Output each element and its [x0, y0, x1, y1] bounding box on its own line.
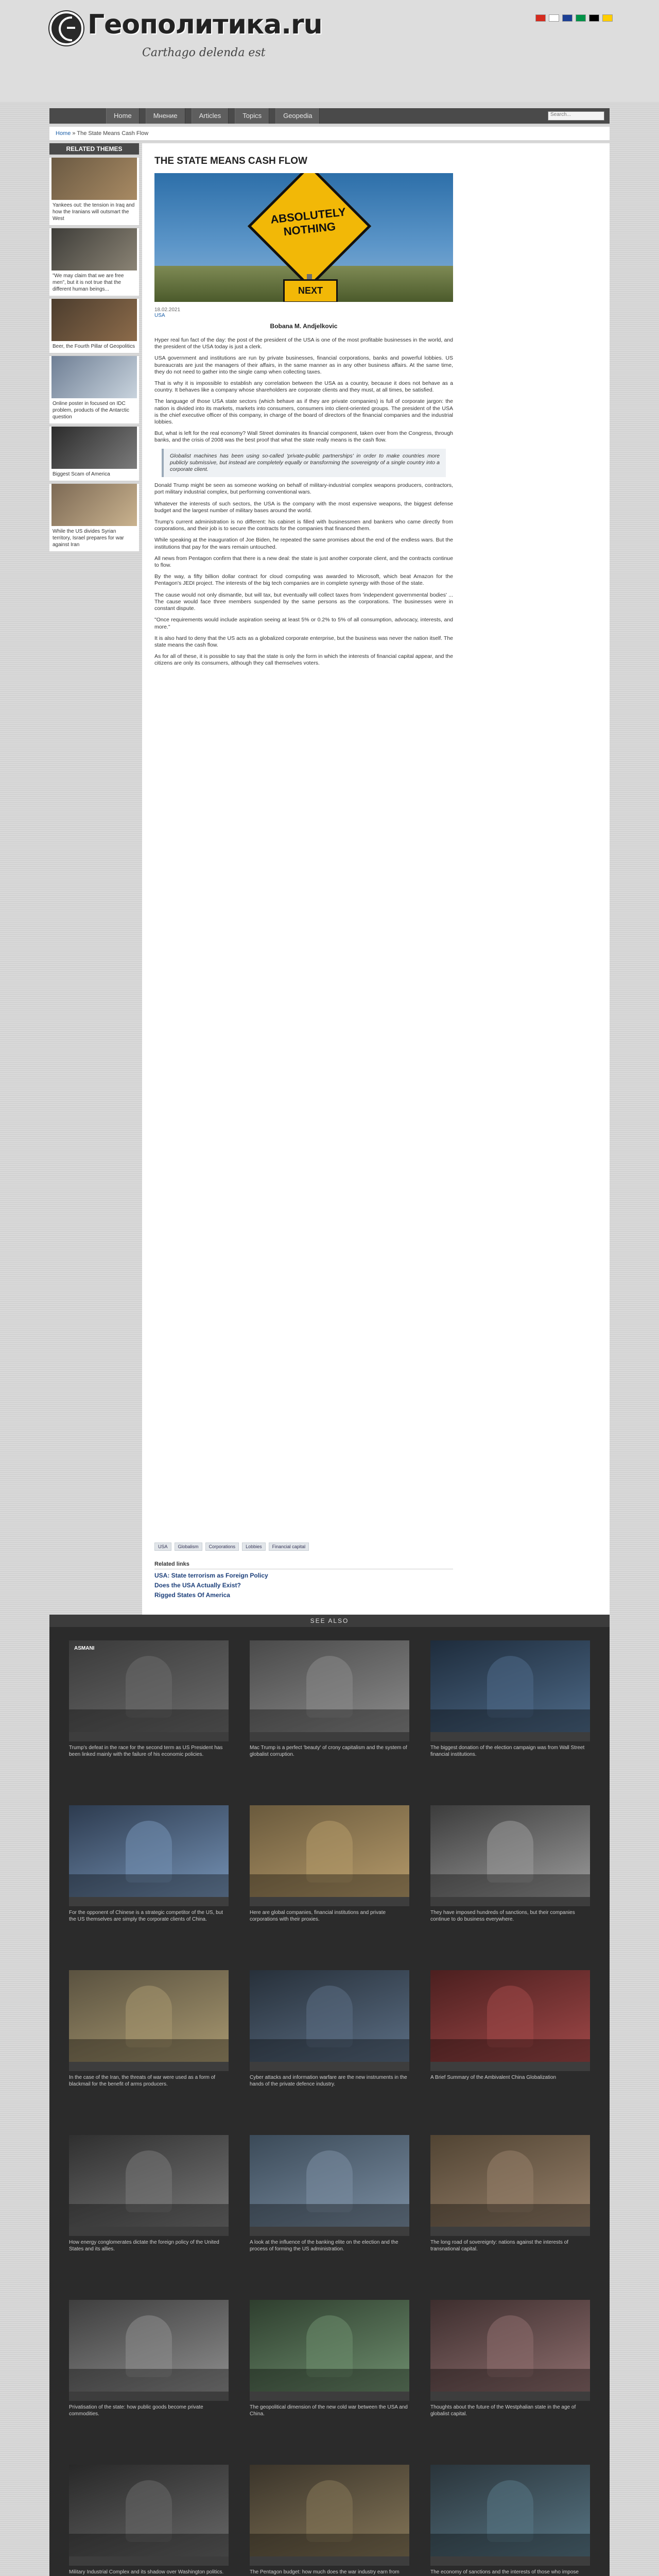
see-also-card[interactable] — [430, 2300, 590, 2449]
see-also-card-image[interactable] — [250, 2465, 409, 2556]
related-heading: Related links — [154, 1561, 453, 1569]
language-flag-icon[interactable] — [576, 14, 586, 22]
language-switcher[interactable] — [535, 14, 613, 22]
card-bar — [430, 1732, 590, 1741]
card-text[interactable]: A Brief Summary of the Ambivalent China Globalization — [430, 2075, 557, 2080]
see-also-card[interactable] — [250, 2300, 409, 2449]
see-also-card[interactable] — [250, 2465, 409, 2576]
article-tag[interactable]: USA — [154, 1543, 171, 1551]
card-image-figure — [306, 2480, 353, 2542]
card-image-shade — [250, 1709, 409, 1732]
sidebar-item-text[interactable]: Beer, the Fourth Pillar of Geopolitics — [53, 344, 135, 349]
article-paragraph: All news from Pentagon confirm that there is a new deal: the state is just another corporate client, and the contracts continue to flow. — [154, 555, 453, 569]
card-bar — [430, 2062, 590, 2071]
site-title: Геополитика.ru — [88, 9, 322, 40]
card-text[interactable]: How energy conglomerates dictate the foreign policy of the United States and its allies. — [69, 2240, 219, 2252]
card-bar — [250, 1897, 409, 1906]
card-image-figure — [306, 2150, 353, 2212]
card-image-figure — [487, 1656, 533, 1718]
card-image-shade — [250, 2534, 409, 2556]
card-text[interactable]: For the opponent of Chinese is a strategic competitor of the US, but the US themselves are simply the corporate clients of China. — [69, 1910, 223, 1922]
card-image-shade — [430, 2369, 590, 2392]
card-text[interactable]: The geopolitical dimension of the new cold war between the USA and China. — [250, 2404, 408, 2417]
see-also-card[interactable] — [250, 1970, 409, 2120]
card-bar — [69, 2062, 229, 2071]
card-image-shade — [69, 1709, 229, 1732]
card-bar — [69, 2392, 229, 2401]
card-text[interactable]: Mac Trump is a perfect 'beauty' of crony capitalism and the system of globalist corruption. — [250, 1745, 407, 1757]
card-bar — [69, 1897, 229, 1906]
card-image-shade — [69, 2369, 229, 2392]
card-image-shade — [250, 2369, 409, 2392]
card-image-shade — [430, 1709, 590, 1732]
card-image-shade — [430, 1874, 590, 1897]
article-meta — [154, 307, 180, 318]
article-paragraph: Trump's current administration is no different: his cabinet is filled with businessmen and bankers who came directly from corporations, and their job is to secure the contracts for the companies that financed them. — [154, 519, 453, 532]
article-paragraph: "Once requirements would include aspiration seeing at least 5% or 0.2% to 5% of all consumption, advocacy, interests, and more." — [154, 617, 453, 630]
sidebar-item-image[interactable] — [51, 484, 137, 526]
article-paragraph: But, what is left for the real economy? Wall Street dominates its financial component, taken over from the Congress, through banks, and the crisis of 2008 was the best proof that what the state really means is the cash flow. — [154, 430, 453, 444]
sidebar-item[interactable] — [49, 427, 139, 481]
language-flag-icon[interactable] — [549, 14, 559, 22]
card-bar — [69, 2227, 229, 2236]
article-date: 18.02.2021 — [154, 307, 181, 313]
card-text[interactable]: The long road of sovereignty: nations against the interests of transnational capital. — [430, 2240, 568, 2252]
see-also-card[interactable] — [69, 1805, 229, 1955]
see-also-card-image[interactable] — [250, 1970, 409, 2062]
site-logo[interactable] — [49, 8, 322, 65]
card-image-figure — [487, 1821, 533, 1883]
card-text[interactable]: In the case of the Iran, the threats of war were used as a form of blackmail for the benefit of arms producers. — [69, 2075, 216, 2087]
article-tags — [154, 1543, 309, 1551]
card-bar — [430, 2556, 590, 2566]
see-also-card[interactable] — [250, 1805, 409, 1955]
related-links — [154, 1561, 453, 1599]
see-also-card[interactable] — [69, 2300, 229, 2449]
sidebar-item-text[interactable]: "We may claim that we are free men", but it is not true that the different human beings... — [53, 273, 124, 292]
card-image-figure — [126, 2315, 172, 2377]
card-image-figure — [126, 2150, 172, 2212]
see-also-card-image[interactable] — [250, 1805, 409, 1897]
article-author[interactable]: Bobana M. Andjelkovic — [270, 323, 338, 330]
card-image-shade — [69, 2039, 229, 2062]
article-paragraph: Donald Trump might be seen as someone working on behalf of military-industrial complex weapons producers, contractors, port military industrial complex, but performing conventional wars. — [154, 482, 453, 496]
related-link[interactable]: Does the USA Actually Exist? — [154, 1582, 241, 1589]
card-text[interactable]: Here are global companies, financial institutions and private corporations with their proxies. — [250, 1910, 386, 1922]
card-image-figure — [126, 1986, 172, 2047]
card-bar — [69, 1732, 229, 1741]
article-tag[interactable]: Financial capital — [269, 1543, 309, 1551]
breadcrumb-home-link[interactable]: Home — [56, 130, 71, 137]
see-also-card-image[interactable] — [69, 2135, 229, 2227]
sidebar-item[interactable] — [49, 299, 139, 353]
card-image-figure — [487, 1986, 533, 2047]
card-bar — [250, 2392, 409, 2401]
card-text[interactable]: Thoughts about the future of the Westphalian state in the age of globalist capital. — [430, 2404, 576, 2417]
card-text[interactable]: Military Industrial Complex and its shadow over Washington politics. — [69, 2569, 224, 2575]
article-tag[interactable]: Corporations — [205, 1543, 239, 1551]
card-image-figure — [306, 1821, 353, 1883]
card-image-figure — [306, 2315, 353, 2377]
sidebar-item[interactable] — [49, 228, 139, 296]
related-link[interactable]: Rigged States Of America — [154, 1591, 230, 1599]
sidebar-item-text[interactable]: Yankees out: the tension in Iraq and how the Iranians will outsmart the West — [53, 202, 135, 222]
sidebar-item[interactable] — [49, 356, 139, 423]
see-also-card-image[interactable] — [69, 1640, 229, 1732]
nav-item[interactable]: Articles — [192, 108, 229, 124]
see-also-card[interactable] — [69, 1970, 229, 2120]
site-header — [0, 0, 659, 102]
breadcrumb-current: The State Means Cash Flow — [77, 130, 149, 137]
card-image-figure — [487, 2315, 533, 2377]
card-text[interactable]: The economy of sanctions and the interests of those who impose — [430, 2569, 579, 2575]
language-flag-icon[interactable] — [535, 14, 546, 22]
see-also-card-image[interactable] — [69, 2300, 229, 2392]
see-also-card-image[interactable] — [430, 2465, 590, 2556]
card-image-shade — [250, 1874, 409, 1897]
see-also-heading: SEE ALSO — [49, 1615, 610, 1627]
logo-emblem-icon — [49, 11, 83, 45]
article-region[interactable]: USA — [154, 313, 165, 318]
see-also-card[interactable] — [250, 2135, 409, 2284]
card-text[interactable]: Cyber attacks and information warfare are the new instruments in the hands of the private defence industry. — [250, 2075, 407, 2087]
sidebar-item-text[interactable]: Biggest Scam of America — [53, 471, 110, 477]
card-image-shade — [69, 1874, 229, 1897]
card-text[interactable]: The biggest donation of the election campaign was from Wall Street financial institutions. — [430, 1745, 585, 1757]
sidebar-item[interactable] — [49, 158, 139, 225]
see-also-card[interactable] — [430, 2465, 590, 2576]
nav-item[interactable]: Geopedia — [275, 108, 320, 124]
sidebar — [49, 143, 139, 551]
article-hero-image — [154, 173, 453, 302]
card-text[interactable]: Privatisation of the state: how public goods become private commodities. — [69, 2404, 203, 2417]
card-text[interactable]: They have imposed hundreds of sanctions, but their companies continue to do business everywhere. — [430, 1910, 575, 1922]
sidebar-item-image[interactable] — [51, 158, 137, 200]
card-image-figure — [306, 1656, 353, 1718]
card-bar — [430, 2227, 590, 2236]
see-also-card[interactable] — [430, 1970, 590, 2120]
see-also-card-image[interactable] — [430, 1640, 590, 1732]
card-image-figure — [126, 2480, 172, 2542]
card-caption: ASMANI — [74, 1646, 95, 1651]
see-also-card-image[interactable] — [430, 2135, 590, 2227]
see-also-card[interactable] — [69, 2465, 229, 2576]
see-also-card[interactable] — [430, 1640, 590, 1790]
card-image-figure — [126, 1821, 172, 1883]
card-image-shade — [250, 2204, 409, 2227]
article-paragraph: Whatever the interests of such sectors, the USA is the company with the most expensive weapons, the biggest defense budget and the largest number of military bases around the world. — [154, 500, 453, 514]
main-navigation — [49, 108, 610, 124]
language-flag-icon[interactable] — [589, 14, 599, 22]
card-image-figure — [126, 1656, 172, 1718]
card-bar — [69, 2556, 229, 2566]
sidebar-item-image[interactable] — [51, 228, 137, 270]
article-body — [154, 337, 453, 672]
card-image-figure — [487, 2480, 533, 2542]
related-link[interactable]: USA: State terrorism as Foreign Policy — [154, 1572, 268, 1579]
card-image-shade — [430, 2534, 590, 2556]
hero-sign-text: ABSOLUTELY NOTHING — [270, 205, 347, 239]
see-also-card-image[interactable] — [430, 1805, 590, 1897]
see-also-card-image[interactable] — [430, 2300, 590, 2392]
nav-item[interactable]: Мнение — [146, 108, 185, 124]
article-title: THE STATE MEANS CASH FLOW — [154, 156, 307, 166]
card-image-shade — [250, 2039, 409, 2062]
sidebar-item-image[interactable] — [51, 427, 137, 469]
card-bar — [430, 1897, 590, 1906]
sidebar-item-image[interactable] — [51, 299, 137, 341]
see-also-grid — [69, 1640, 590, 2576]
card-bar — [430, 2392, 590, 2401]
see-also-card-image[interactable] — [69, 2465, 229, 2556]
card-text[interactable]: A look at the influence of the banking elite on the election and the process of forming the US administration. — [250, 2240, 398, 2252]
see-also-card-image[interactable] — [250, 2135, 409, 2227]
sidebar-heading: RELATED THEMES — [49, 143, 139, 155]
article-paragraph: As for all of these, it is possible to say that the state is only the form in which the interests of financial capital appear, and the citizens are only its consumers, although they call themselves voters. — [154, 653, 453, 667]
sidebar-item-text[interactable]: Online poster in focused on IDC problem, products of the Antarctic question — [53, 401, 129, 420]
see-also-card-image[interactable] — [250, 1640, 409, 1732]
site-tagline: Carthago delenda est — [142, 46, 266, 59]
article-paragraph: That is why it is impossible to establish any correlation between the USA as a country, because it does not behave as a country. It behaves like a company whose shareholders are corporate clients and they must, at all times, be satisfied. — [154, 380, 453, 394]
card-bar — [250, 2556, 409, 2566]
card-image-figure — [487, 2150, 533, 2212]
article-quote: Globalist machines has been using so-called 'private-public partnerships' in order to make countries more publicly submissive, but instead are completely equally or transforming the sovereignty of a single country into a corporate client. — [162, 449, 446, 478]
see-also-card-image[interactable] — [430, 1970, 590, 2062]
card-image-shade — [69, 2204, 229, 2227]
sidebar-item-image[interactable] — [51, 356, 137, 398]
article-tag[interactable]: Globalism — [175, 1543, 202, 1551]
see-also-card-image[interactable] — [69, 1970, 229, 2062]
see-also-card[interactable] — [69, 2135, 229, 2284]
see-also-card-image[interactable] — [250, 2300, 409, 2392]
card-text[interactable]: Trump's defeat in the race for the second term as US President has been linked mainly with the failure of his economic policies. — [69, 1745, 223, 1757]
see-also-card-image[interactable] — [69, 1805, 229, 1897]
see-also-card[interactable] — [250, 1640, 409, 1790]
article-paragraph: It is also hard to deny that the US acts as a globalized corporate enterprise, but the business was never the nation itself. The state means the cash flow. — [154, 635, 453, 648]
hero-next-sign: NEXT — [283, 279, 338, 302]
card-bar — [250, 2227, 409, 2236]
card-bar — [250, 2062, 409, 2071]
see-also-section — [49, 1615, 610, 2576]
article-paragraph: While speaking at the inauguration of Joe Biden, he repeated the same promises about the end of the endless wars. But the institutions that pay for the wars remain untouched. — [154, 537, 453, 550]
card-image-shade — [69, 2534, 229, 2556]
article-paragraph: Hyper real fun fact of the day: the post of the president of the USA is one of the most profitable businesses in the world, and the president of the USA today is just a clerk. — [154, 337, 453, 350]
see-also-card[interactable] — [430, 1805, 590, 1955]
nav-item[interactable]: Topics — [235, 108, 269, 124]
card-text[interactable]: The Pentagon budget: how much does the war industry earn from — [250, 2569, 400, 2575]
article-paragraph: USA government and institutions are run by private businesses, financial corporations, banks and powerful lobbies. US bureaucrats are just the managers of their affairs, in the same manner as in any other business affairs. At the same time, they do not need to gather into the single camp when collecting taxes. — [154, 355, 453, 375]
sidebar-item[interactable] — [49, 484, 139, 551]
see-also-card[interactable] — [69, 1640, 229, 1790]
see-also-card[interactable] — [430, 2135, 590, 2284]
article-tag[interactable]: Lobbies — [242, 1543, 266, 1551]
nav-item[interactable]: Home — [106, 108, 140, 124]
article-paragraph: By the way, a fifty billion dollar contract for cloud computing was awarded to Microsoft, which beat Amazon for the Pentagon's JEDI project. The interests of the big tech companies are in complete synergy with those of the state. — [154, 573, 453, 587]
breadcrumb: Home » The State Means Cash Flow — [49, 127, 610, 140]
card-image-shade — [430, 2204, 590, 2227]
card-bar — [250, 1732, 409, 1741]
article-paragraph: The cause would not only dismantle, but will tax, but eventually will collect taxes from 'independent governmental bodies' ... The cause would face three members suspended by the same persons as the corporations. The businesses were in constant dispute. — [154, 591, 453, 612]
search-input[interactable]: Search... — [548, 111, 604, 121]
card-image-shade — [430, 2039, 590, 2062]
language-flag-icon[interactable] — [602, 14, 613, 22]
article-paragraph: The language of those USA state sectors (which behave as if they are private companies) is full of corporate jargon: the nation is divided into its markets, markets into consumers, consumers into client-oriented groups. The president of the USA is the chief executive officer of this company, in charge of the board of directors of the financial companies and the industrial lobbies. — [154, 398, 453, 426]
sidebar-item-text[interactable]: While the US divides Syrian territory, Israel prepares for war against Iran — [53, 529, 124, 548]
language-flag-icon[interactable] — [562, 14, 573, 22]
card-image-figure — [306, 1986, 353, 2047]
